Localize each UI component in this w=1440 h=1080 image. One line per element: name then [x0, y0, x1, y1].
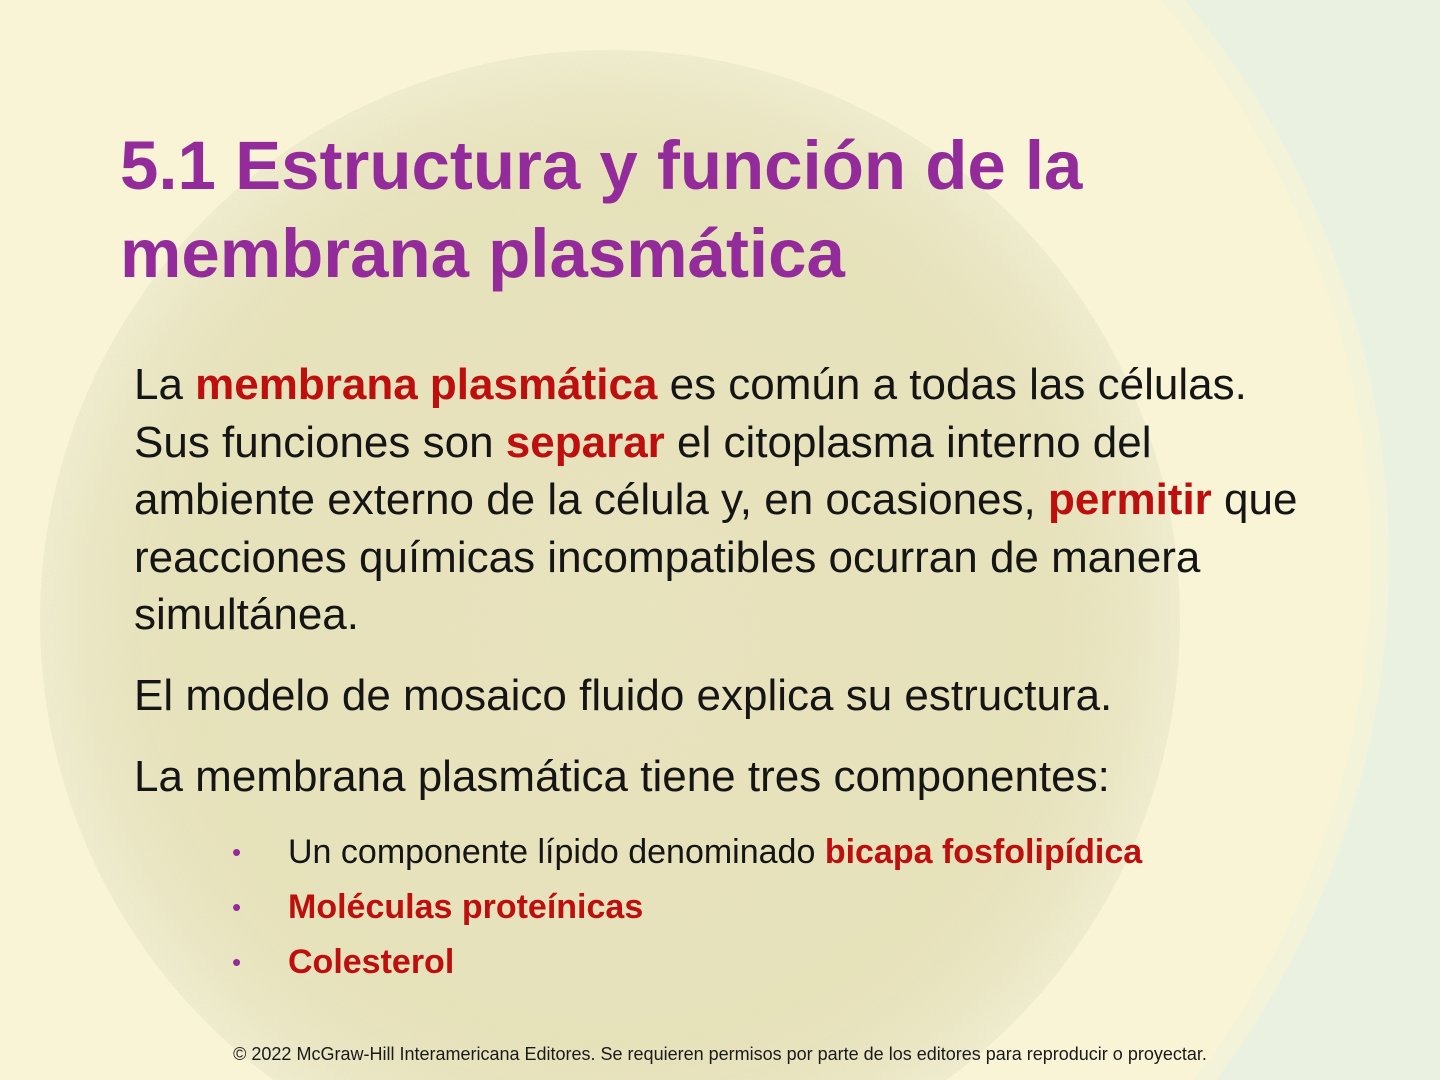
- list-item: [232, 881, 1142, 936]
- text-run: es común a todas las células. Sus funciones son: [134, 360, 1247, 467]
- text-run: que reacciones químicas incompatibles ocurran de manera simultánea.: [134, 475, 1298, 639]
- text-run: el citoplasma interno del ambiente externo de la célula y, en ocasiones,: [134, 417, 1152, 524]
- text-run: La: [134, 360, 196, 409]
- list-item: [232, 936, 1142, 991]
- text-run: Un componente lípido denominado: [288, 833, 825, 871]
- highlighted-term: Colesterol: [288, 943, 455, 981]
- components-list: [232, 826, 1142, 991]
- components-paragraph: La membrana plasmática tiene tres componentes:: [134, 752, 1110, 801]
- copyright-footer: © 2022 McGraw-Hill Interamericana Editores. Se requieren permisos por parte de los editores para reproducir o proyectar.: [233, 1044, 1207, 1064]
- highlighted-term: bicapa fosfolipídica: [824, 833, 1143, 871]
- bullet-icon: •: [232, 947, 242, 977]
- model-paragraph: El modelo de mosaico fluido explica su estructura.: [134, 671, 1113, 720]
- highlighted-term: separar: [505, 417, 665, 467]
- slide-title: 5.1 Estructura y función de la membrana plasmática: [120, 127, 1083, 292]
- bullet-icon: •: [232, 837, 242, 867]
- intro-paragraph: [134, 356, 1334, 644]
- highlighted-term: Moléculas proteínicas: [288, 888, 644, 926]
- list-item: [232, 826, 1142, 881]
- highlighted-term: membrana plasmática: [195, 360, 658, 409]
- highlighted-term: permitir: [1047, 475, 1212, 524]
- bullet-icon: •: [232, 892, 242, 922]
